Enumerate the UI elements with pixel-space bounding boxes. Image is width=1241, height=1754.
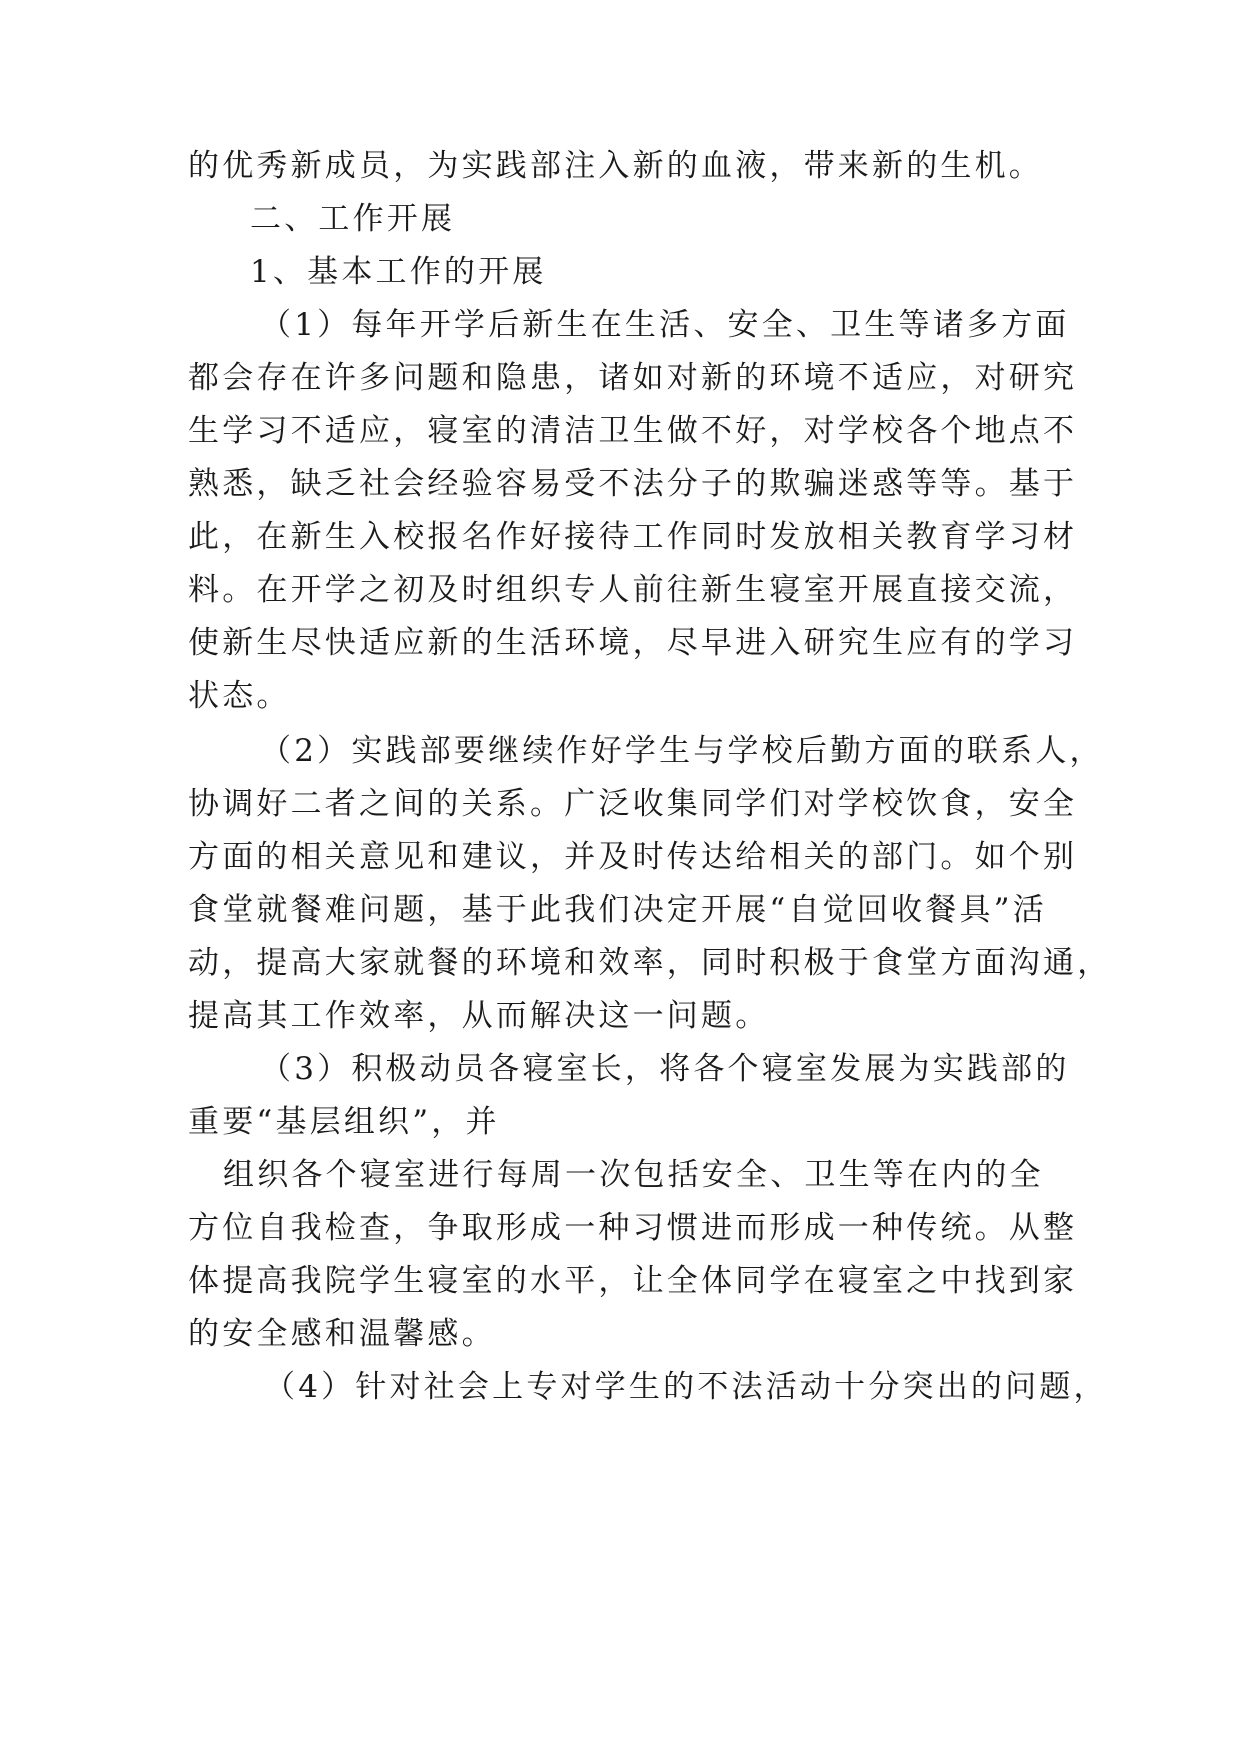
text-line: 食堂就餐难问题，基于此我们决定开展“自觉回收餐具”活 (188, 892, 1047, 928)
text-line: 的安全感和温馨感。 (188, 1316, 496, 1352)
text-line: 使新生尽快适应新的生活环境，尽早进入研究生应有的学习 (188, 625, 1078, 661)
text-line: 体提高我院学生寝室的水平，让全体同学在寝室之中找到家 (188, 1263, 1078, 1299)
text-line: 方位自我检查，争取形成一种习惯进而形成一种传统。从整 (188, 1210, 1078, 1246)
section-heading: 二、工作开展 (250, 201, 456, 237)
text-line: 料。在开学之初及时组织专人前往新生寝室开展直接交流， (188, 572, 1078, 608)
text-line: （2）实践部要继续作好学生与学校后勤方面的联系人， (260, 733, 1104, 769)
text-line: 的优秀新成员，为实践部注入新的血液，带来新的生机。 (188, 148, 1043, 184)
text-line: （1）每年开学后新生在生活、安全、卫生等诸多方面 (260, 307, 1070, 343)
subsection-heading: 1、基本工作的开展 (250, 254, 547, 290)
text-line: 重要“基层组织”，并 (188, 1104, 500, 1140)
text-line: 生学习不适应，寝室的清洁卫生做不好，对学校各个地点不 (188, 413, 1078, 449)
text-line: 方面的相关意见和建议，并及时传达给相关的部门。如个别 (188, 839, 1078, 875)
text-line: 提高其工作效率，从而解决这一问题。 (188, 998, 770, 1034)
text-line: （3）积极动员各寝室长，将各个寝室发展为实践部的 (260, 1051, 1070, 1087)
text-line: 组织各个寝室进行每周一次包括安全、卫生等在内的全 (223, 1157, 1044, 1193)
text-line: 都会存在许多问题和隐患，诸如对新的环境不适应，对研究 (188, 360, 1078, 396)
text-line: （4）针对社会上专对学生的不法活动十分突出的问题， (264, 1369, 1108, 1405)
text-line: 协调好二者之间的关系。广泛收集同学们对学校饮食，安全 (188, 786, 1078, 822)
text-line: 动，提高大家就餐的环境和效率，同时积极于食堂方面沟通， (188, 945, 1112, 981)
text-line: 此，在新生入校报名作好接待工作同时发放相关教育学习材 (188, 519, 1078, 555)
text-line: 状态。 (188, 678, 291, 714)
text-line: 熟悉，缺乏社会经验容易受不法分子的欺骗迷惑等等。基于 (188, 466, 1078, 502)
